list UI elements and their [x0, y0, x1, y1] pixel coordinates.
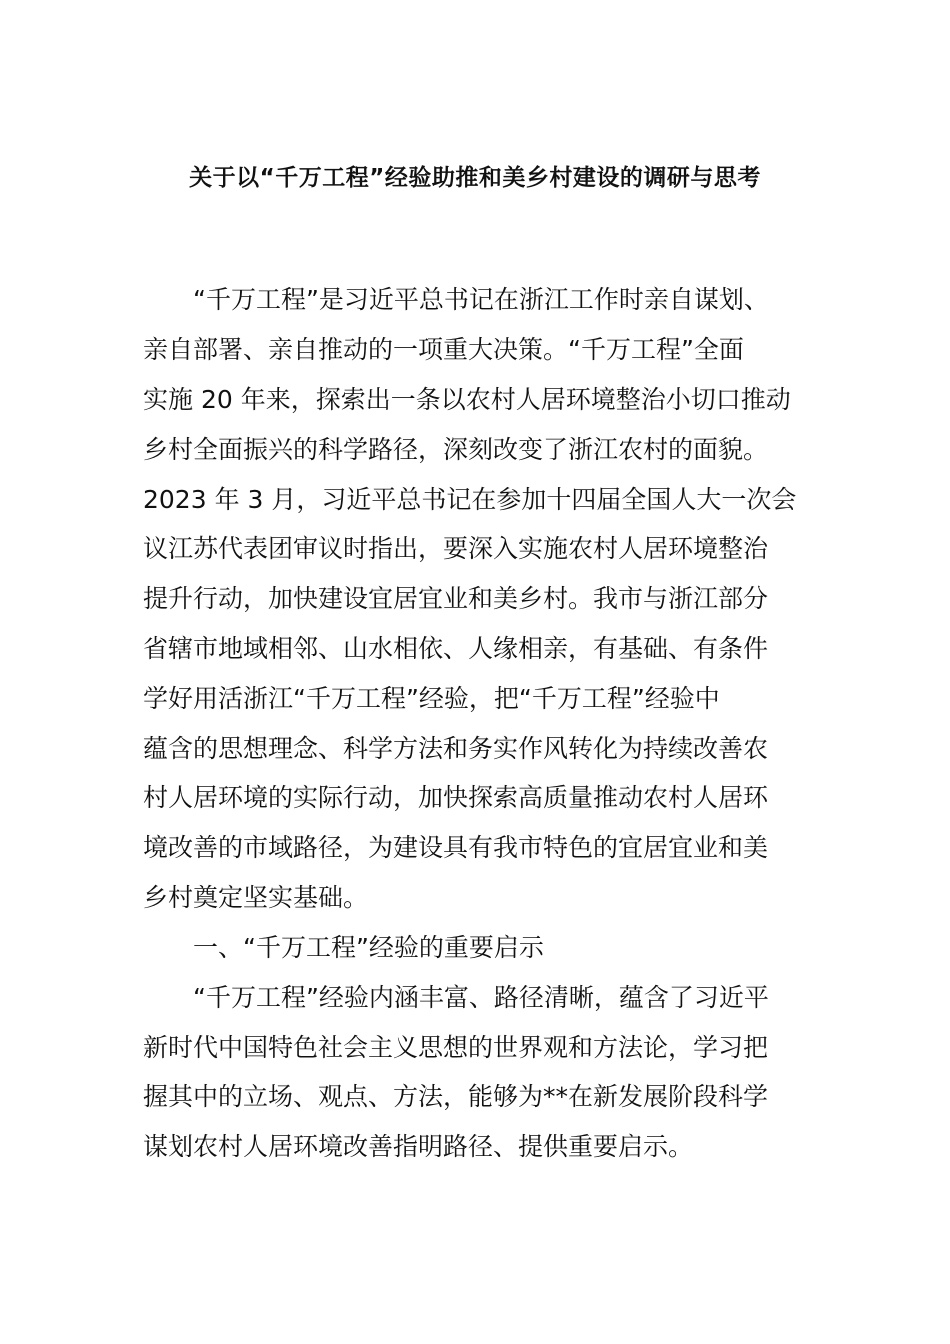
paragraph-line: 蕴含的思想理念、科学方法和务实作风转化为持续改善农: [143, 734, 769, 763]
paragraph-line: 村人居环境的实际行动，加快探索高质量推动农村人居环: [143, 783, 769, 812]
paragraph-line: 学好用活浙江“千万工程”经验，把“千万工程”经验中: [143, 684, 720, 713]
paragraph-line: 谋划农村人居环境改善指明路径、提供重要启示。: [143, 1132, 694, 1161]
paragraph-line: 亲自部署、亲自推动的一项重大决策。“千万工程”全面: [143, 335, 744, 364]
paragraph-line: 新时代中国特色社会主义思想的世界观和方法论，学习把: [143, 1033, 769, 1062]
section-heading: 一、“千万工程”经验的重要启示: [193, 933, 544, 962]
paragraph-line: 乡村奠定坚实基础。: [143, 883, 369, 912]
paragraph-line: 提升行动，加快建设宜居宜业和美乡村。我市与浙江部分: [143, 584, 769, 613]
paragraph-line: 议江苏代表团审议时指出，要深入实施农村人居环境整治: [143, 534, 769, 563]
paragraph-line: 省辖市地域相邻、山水相依、人缘相亲，有基础、有条件: [143, 634, 769, 663]
paragraph-line: 实施 20 年来，探索出一条以农村人居环境整治小切口推动: [143, 385, 791, 414]
paragraph-line: 境改善的市域路径，为建设具有我市特色的宜居宜业和美: [143, 833, 769, 862]
paragraph-line: “千万工程”经验内涵丰富、路径清晰，蕴含了习近平: [193, 983, 769, 1012]
paragraph-line: “千万工程”是习近平总书记在浙江工作时亲自谋划、: [193, 285, 769, 314]
paragraph-line: 2023 年 3 月，习近平总书记在参加十四届全国人大一次会: [143, 485, 797, 514]
paragraph-line: 乡村全面振兴的科学路径，深刻改变了浙江农村的面貌。: [143, 435, 769, 464]
document-title: 关于以“千万工程”经验助推和美乡村建设的调研与思考: [189, 165, 761, 191]
paragraph-line: 握其中的立场、观点、方法，能够为**在新发展阶段科学: [143, 1082, 769, 1111]
